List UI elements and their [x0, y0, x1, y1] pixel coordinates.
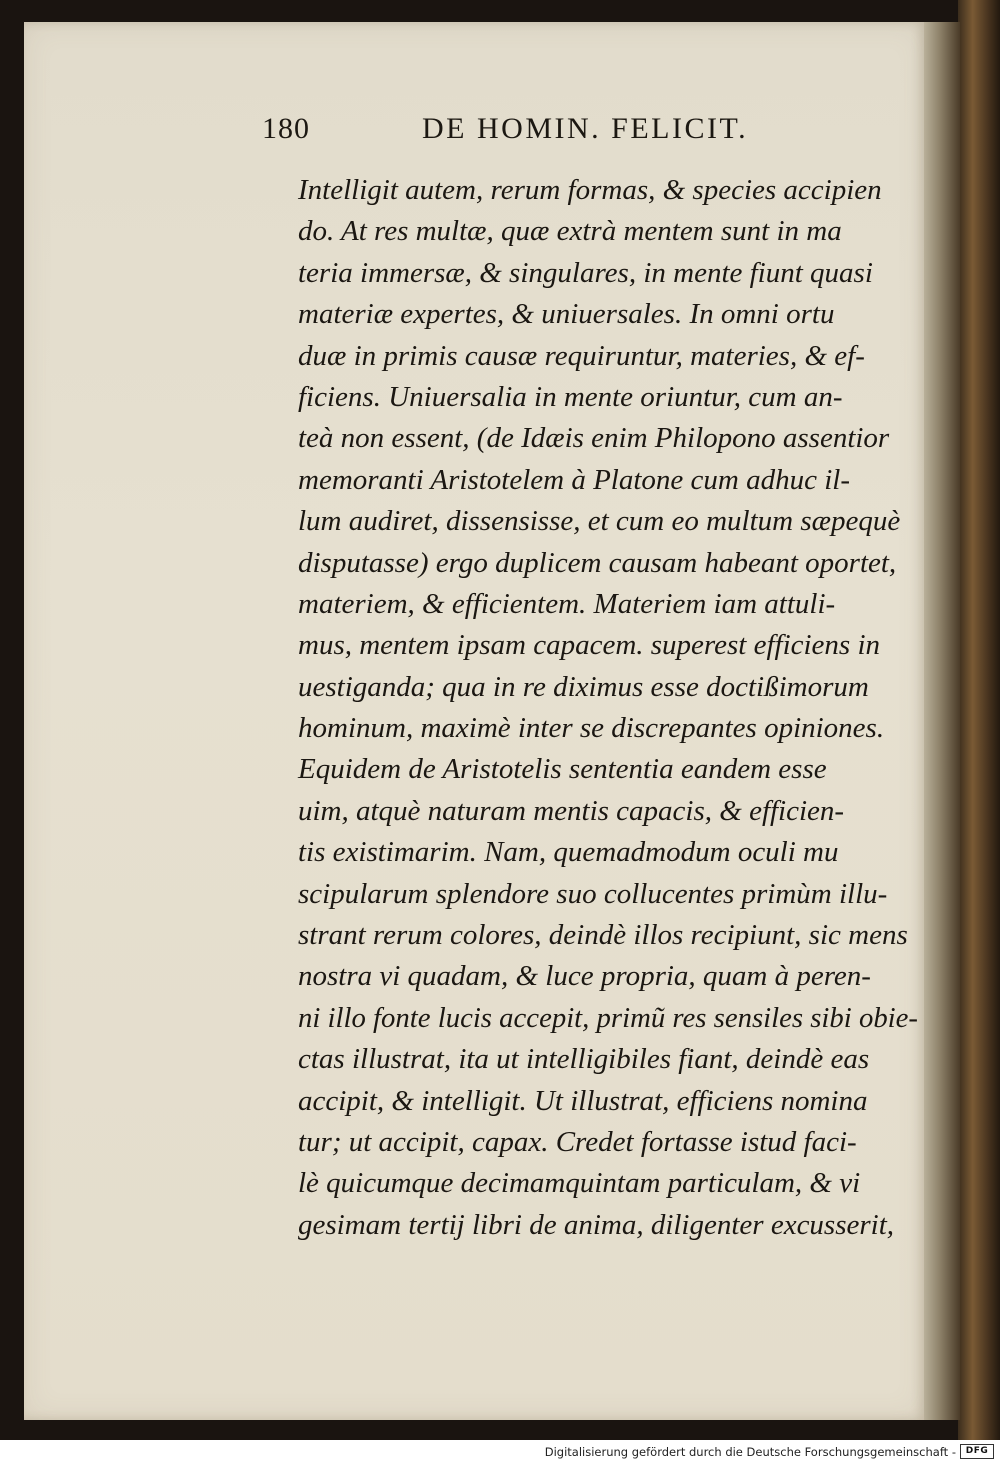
text-line: accipit, & intelligit. Ut illustrat, efficiens nomina — [298, 1084, 868, 1117]
text-line: materiæ expertes, & uniuersales. In omni ortu — [298, 298, 835, 331]
running-head — [262, 112, 822, 156]
text-line: teria immersæ, & singulares, in mente fiunt quasi — [298, 256, 873, 289]
text-line: tur; ut accipit, capax. Credet fortasse istud faci- — [298, 1125, 857, 1158]
footer-bar — [0, 1440, 1000, 1465]
text-line: uim, atquè naturam mentis capacis, & efficien- — [298, 794, 845, 827]
text-line: Equidem de Aristotelis sententia eandem esse — [298, 753, 827, 786]
page-number: 180 — [262, 112, 310, 145]
body-text — [298, 170, 918, 1246]
text-line: lè quicumque decimamquintam particulam, & vi — [298, 1167, 861, 1200]
text-line: scipularum splendore suo collucentes primùm illu- — [298, 877, 888, 910]
text-line: teà non essent, (de Idæis enim Philopono assentior — [298, 422, 890, 455]
text-line: materiem, & efficientem. Materiem iam attuli- — [298, 587, 836, 620]
text-line: do. At res multæ, quæ extrà mentem sunt in ma — [298, 215, 842, 248]
text-line: Intelligit autem, rerum formas, & species accipien — [298, 174, 882, 206]
text-line: ficiens. Uniuersalia in mente oriuntur, cum an- — [298, 380, 843, 413]
text-line: strant rerum colores, deindè illos recipiunt, sic mens — [298, 919, 908, 952]
text-line: nostra vi quadam, & luce propria, quam à peren- — [298, 960, 871, 993]
text-line: hominum, maximè inter se discrepantes opiniones. — [298, 712, 885, 745]
text-line: lum audiret, dissensisse, et cum eo multum sæpequè — [298, 505, 901, 538]
text-line: duæ in primis causæ requiruntur, materies, & ef- — [298, 339, 865, 372]
text-line: tis existimarim. Nam, quemadmodum oculi mu — [298, 836, 839, 869]
text-line: uestiganda; qua in re diximus esse doctißimorum — [298, 670, 869, 703]
book-edge — [958, 0, 1000, 1440]
dfg-logo: DFG — [960, 1444, 994, 1459]
text-line: memoranti Aristotelem à Platone cum adhuc il- — [298, 463, 850, 496]
text-line: mus, mentem ipsam capacem. superest efficiens in — [298, 629, 881, 662]
text-line: disputasse) ergo duplicem causam habeant oportet, — [298, 546, 897, 579]
text-line: ctas illustrat, ita ut intelligibiles fiant, deindè eas — [298, 1043, 870, 1076]
running-title: DE HOMIN. FELICIT. — [422, 112, 749, 145]
text-line: gesimam tertij libri de anima, diligenter excusserit, — [298, 1208, 895, 1241]
funding-credit: Digitalisierung gefördert durch die Deutsche Forschungsgemeinschaft - — [544, 1445, 956, 1459]
page-gutter-shadow — [924, 22, 960, 1420]
text-line: ni illo fonte lucis accepit, primũ res sensiles sibi obie- — [298, 1001, 919, 1034]
